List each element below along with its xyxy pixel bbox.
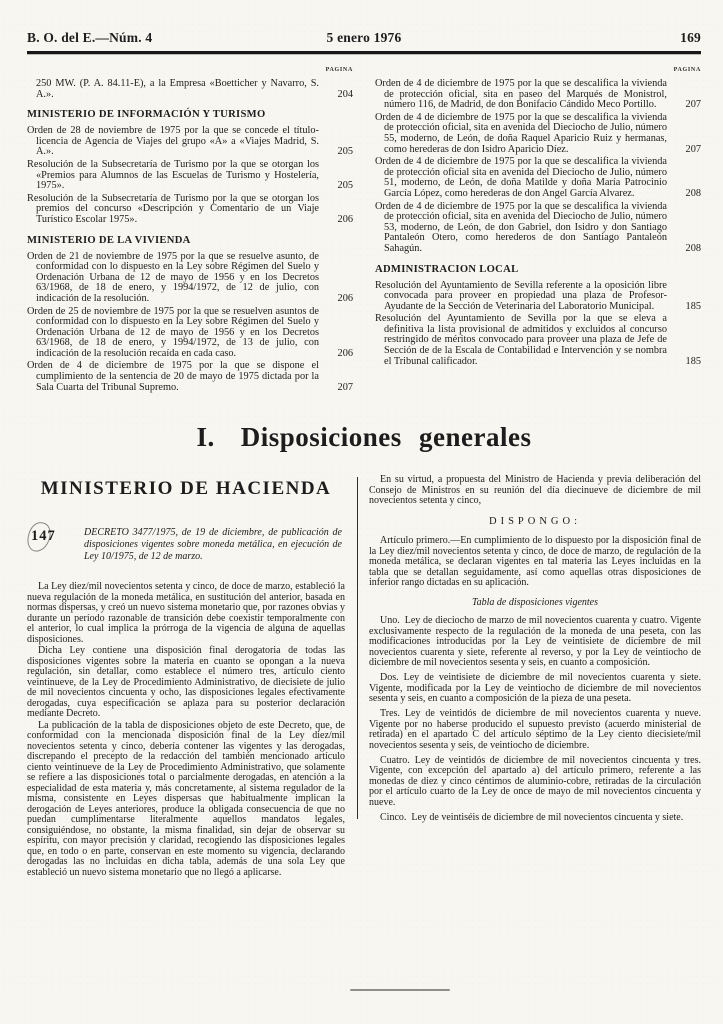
toc-page-ref: 204 [337, 88, 353, 100]
toc-entry [27, 194, 353, 226]
toc-page-ref: 206 [337, 347, 353, 359]
issue-date: 5 enero 1976 [326, 30, 402, 45]
toc-left-column [27, 54, 353, 395]
toc-ministry-heading: MINISTERIO DE INFORMACIÓN Y TURISMO [27, 109, 266, 121]
toc-entry-text: 250 MW. (P. A. 84.11-E), a la Empresa «Boetticher y Navarro, S. A.». [36, 78, 319, 100]
toc-page-ref: 208 [685, 242, 701, 254]
decree-title: DECRETO 3477/1975, de 19 de diciembre, de publicación de disposiciones vigentes sobre moneda metálica, en ejecución de Ley 10/1975, de 12 de marzo. [84, 527, 342, 562]
section-title-text: Disposiciones generales [240, 422, 532, 453]
pagina-label-right: PAGINA [673, 67, 701, 73]
toc-ministry-heading: ADMINISTRACION LOCAL [375, 263, 519, 275]
toc-entry [375, 281, 701, 313]
decree-body [27, 475, 701, 879]
page-number: 169 [680, 30, 701, 45]
masthead [27, 30, 701, 46]
scan-artifact [350, 989, 450, 991]
toc-entry-text: Orden de 4 de diciembre de 1975 por la que se descalifica la vivienda de protección oficial sita en avenida del Dieciocho de Julio, número 51, moderno, de León, de doña Matilde y doña María Patrocinio García López, como herederas de don Angel García Alvarez. [375, 156, 667, 199]
toc-page-ref: 206 [337, 292, 353, 304]
decree-paragraph: Dicha Ley contiene una disposición final derogatoria de todas las disposiciones vigentes sobre la materia en cuanto se opongan a la nueva regulación, sin detallar, como establece el número tres, artículo ciento veintinueve, de la Ley de Procedimiento Administrativo, de diecisiete de julio de mil novecientos cincuenta y ocho, las disposiciones legales efectivamente derogadas, cuya especificación se aplaza para su posterior declaración mediante Decreto. [27, 645, 345, 720]
toc-entry [375, 314, 701, 367]
table-item: Uno. Ley de dieciocho de marzo de mil novecientos cuarenta y cuatro. Vigente exclusivamente respecto de la regulación de la moneda de una peseta, con las modificaciones introducidas por la Ley de veintisiete de diciembre de mil novecientos cuarenta y siete, referente al reverso, y por la Ley de veintiocho de diciembre de mil novecientos sesenta y seis, en cuanto a composición. [369, 615, 701, 669]
decree-paragraph: La publicación de la tabla de disposiciones objeto de este Decreto, que, de conformidad con la mencionada disposición final de la Ley diez/mil novecientos setenta y cinco, debería contener las vigentes y las derogadas, discrepando el precepto de la redacción del también mencionado artículo ciento veintinueve de la Ley de Procedimiento Administrativo, que solamente se refiere a las disposiciones total o parcialmente derogadas, en atención a la especialidad de esta materia y, más concretamente, al sistema regulador de la misma, consistente en Leyes dispersas que habitualmente implican la derogación de Leyes anteriores, produce la obligada consecuencia de que no puedan cumplimentarse literalmente aquellos mandatos legales, consiguiéndose, no obstante, la misma finalidad, sin dejar de observar su espíritu, con mayor precisión y claridad, recogiendo las disposiciones legales que, en todo o en parte, conservan en este momento su vigencia, declarando derogadas las no incluidas en dicha tabla, además de una sola Ley que estableció un nuevo sistema monetario que no llegó a aplicarse. [27, 719, 345, 878]
toc-entry [27, 160, 353, 192]
toc-page-ref: 207 [337, 381, 353, 393]
decree-article: Artículo primero.—En cumplimiento de lo dispuesto por la disposición final de la Ley diez/mil novecientos setenta y cinco, de doce de marzo, de regulación de la moneda metálica, se declaran vigentes en tal materia las Leyes incluidas en la tabla que se detallan seguidamente, así como aquellas otras disposiciones de inferior rango dictadas en su aplicación. [369, 535, 701, 589]
decree-header [27, 527, 345, 573]
toc-page-ref: 208 [685, 187, 701, 199]
toc-page-ref: 185 [685, 355, 701, 367]
toc-page-ref: 205 [337, 180, 353, 192]
toc-entry-text: Orden de 4 de diciembre de 1975 por la que se dispone el cumplimiento de la sentencia de 20 de mayo de 1975 dictada por la Sala Cuarta del Tribunal Supremo. [27, 360, 319, 393]
toc-entry [27, 126, 353, 158]
toc-entry [375, 157, 701, 199]
pagina-label-left: PAGINA [325, 67, 353, 73]
toc-page-ref: 206 [337, 213, 353, 225]
table-item: Cuatro. Ley de veintidós de diciembre de mil novecientos cincuenta y tres. Vigente, con excepción del apartado a) del artículo primero, referente a las monedas de diez y cinco céntimos de aluminio-cobre, retiradas de la circulación por el artículo cuarto de la Ley de once de mayo de mil novecientos cincuenta y nueve. [369, 754, 701, 808]
toc-entry-text: Orden de 4 de diciembre de 1975 por la que se descalifica la vivienda de protección oficial, sita en avenida del Dieciocho de Julio, número 55, moderno, de León, de doña Raquel Aparicio Ruiz y hermanas, como herederas de don Isidro Aparicio Díez. [375, 111, 667, 155]
dispongo-heading: DISPONGO: [488, 515, 581, 527]
decree-number: 147 [31, 528, 56, 545]
toc-entry-text: Resolución de la Subsecretaría de Turismo por la que se otorgan los premios del concurso «Descripción y Comentario de un Viaje Turístico Escolar 1975». [27, 192, 319, 225]
table-item: Tres. Ley de veintidós de diciembre de mil novecientos cuarenta y nueve. Vigente por no haberse producido el supuesto previsto (acuerdo ministerial de retirada) en el apartado C del artículo séptimo de la Ley ciento diecisiete/mil novecientos sesenta y seis, de veintiocho de diciembre. [369, 708, 701, 751]
table-item: Cinco. Ley de veintiséis de diciembre de mil novecientos cincuenta y siete. [380, 811, 684, 823]
toc-page-ref: 207 [685, 99, 701, 111]
toc-entry-text: Orden de 4 de diciembre de 1975 por la que se descalifica la vivienda de protección oficial, sita en paseo del Marqués de Monistrol, número 116, de Madrid, de don Bonifacio Cándido Meco Portillo. [375, 78, 667, 111]
table-item: Dos. Ley de veintisiete de diciembre de mil novecientos cuarenta y siete. Vigente, modificada por la Ley de veintiocho de diciembre de mil novecientos sesenta y seis, en cuanto a composición de la pieza de una peseta. [369, 672, 701, 705]
toc-ministry-heading: MINISTERIO DE LA VIVIENDA [27, 234, 191, 246]
toc-entry [375, 202, 701, 255]
toc-page-ref: 207 [685, 143, 701, 155]
toc-right-column [375, 54, 701, 395]
ministry-heading: MINISTERIO DE HACIENDA [40, 478, 332, 500]
gazette-id: B. O. del E.—Núm. 4 [27, 30, 153, 45]
toc-entry [375, 113, 701, 155]
toc-entry [27, 79, 353, 100]
toc-entry [27, 361, 353, 393]
section-numeral: I. [196, 422, 215, 453]
toc-entry-text: Resolución del Ayuntamiento de Sevilla por la que se eleva a definitiva la lista provisional de admitidos y excluidos al concurso restringido de méritos convocado para proveer una plaza de Jefe de Sección de de la Escala de Contabilidad e Intervención y se nombra el Tribunal calificador. [375, 313, 667, 367]
column-divider [357, 477, 358, 819]
toc-entry-text: Orden de 4 de diciembre de 1975 por la que se descalifica la vivienda de protección oficial, sita en avenida del Dieciocho de Julio, número 53, moderno, de León, de don Gabriel, don Isidro y don Santiago Pantaleón Otero, como herederos de don Santiago Pantaleón Sahagún. [375, 200, 667, 254]
toc-entry [375, 79, 701, 111]
decree-paragraph: La Ley diez/mil novecientos setenta y cinco, de doce de marzo, estableció la nueva regulación de la moneda metálica, en sustitución del anterior, basada en normas dispersas, y creó un nuevo sistema monetario que, por razones obvias y durante un período razonable de transición debe coexistir temporalmente con el anterior, lo cual implica la prórroga de la vigencia de alguna de aquellas disposiciones. [27, 581, 345, 645]
toc-page-ref: 185 [685, 300, 701, 312]
section-title [27, 422, 701, 453]
table-of-contents [27, 54, 701, 395]
toc-page-ref: 205 [337, 146, 353, 158]
decree-left-column [27, 475, 345, 879]
toc-entry-text: Orden de 25 de noviembre de 1975 por la que se resuelven asuntos de conformidad con lo dispuesto en la Ley sobre Régimen del Suelo y Ordenación Urbana de 12 de mayo de 1956 y en los Decretos 63/1968, de 18 de enero, y 1994/1972, de 13 de julio, con indicación de la resolución recaída en cada caso. [27, 305, 319, 359]
toc-entry-text: Resolución del Ayuntamiento de Sevilla referente a la oposición libre convocada para proveer en propiedad una plaza de Profesor-Ayudante de la Sección de Veterinaria del Laboratorio Municipal. [375, 279, 667, 312]
table-title: Tabla de disposiciones vigentes [471, 596, 598, 608]
toc-entry [27, 252, 353, 305]
toc-entry-text: Orden de 21 de noviembre de 1975 por la que se resuelve asunto, de conformidad con lo dispuesto en la Ley sobre Régimen del Suelo y Ordenación Urbana de 12 de mayo de 1956 y en los Decretos 63/1968, de 18 de enero, y 1994/1972, de 12 de julio, con indicación de la resolución. [27, 250, 319, 304]
toc-entry-text: Resolución de la Subsecretaría de Turismo por la que se otorgan los «Premios para Alumnos de las Escuelas de Turismo y Hostelería, 1975». [27, 158, 319, 192]
decree-right-column [369, 475, 701, 879]
toc-entry [27, 307, 353, 360]
toc-entry-text: Orden de 28 de noviembre de 1975 por la que se concede el título-licencia de Agencia de Viajes del grupo «A» a «Viajes Madrid, S. A.». [27, 125, 319, 158]
decree-intro: En su virtud, a propuesta del Ministro de Hacienda y previa deliberación del Consejo de Ministros en su reunión del día diecinueve de diciembre de mil novecientos setenta y cinco, [369, 474, 701, 507]
